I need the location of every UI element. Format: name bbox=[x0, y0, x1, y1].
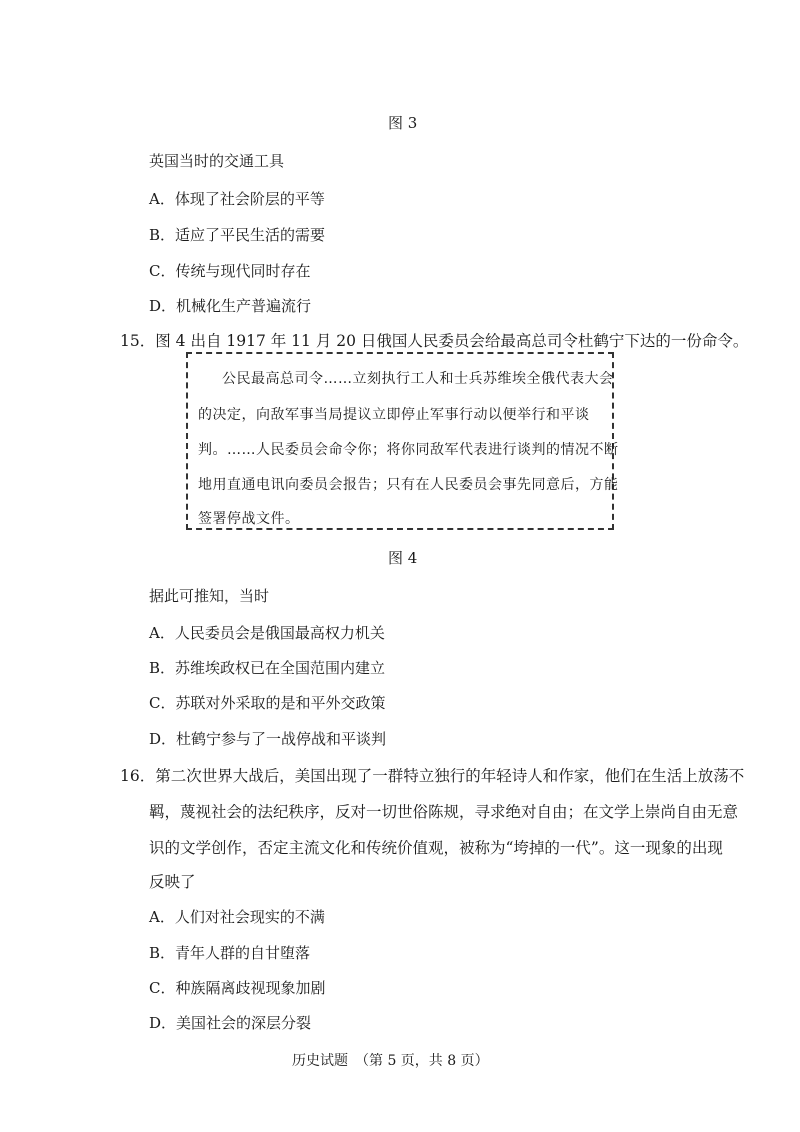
q14-option-c: C．传统与现代同时存在 bbox=[149, 262, 311, 280]
q16-option-a: A．人们对社会现实的不满 bbox=[149, 908, 325, 926]
q16-option-c: C．种族隔离歧视现象加剧 bbox=[149, 979, 326, 997]
q15-option-c: C．苏联对外采取的是和平外交政策 bbox=[149, 694, 386, 712]
quote-line: 签署停战文件。 bbox=[198, 511, 300, 527]
quote-line: 的决定，向敌军事当局提议立即停止军事行动以便举行和平谈 bbox=[198, 407, 590, 423]
q14-option-a: A．体现了社会阶层的平等 bbox=[149, 190, 325, 208]
q15-stem: 15．图 4 出自 1917 年 11 月 20 日俄国人民委员会给最高总司令杜鹤宁下达的一份命令。 bbox=[120, 332, 749, 350]
q15-option-b: B．苏维埃政权已在全国范围内建立 bbox=[149, 659, 386, 677]
quote-line: 公民最高总司令……立刻执行工人和士兵苏维埃全俄代表大会 bbox=[222, 371, 614, 387]
quote-line: 地用直通电讯向委员会报告；只有在人民委员会事先同意后，方能 bbox=[198, 477, 619, 493]
q16-stem-line: 识的文学创作，否定主流文化和传统价值观，被称为“垮掉的一代”。这一现象的出现 bbox=[149, 839, 723, 857]
quote-box bbox=[186, 352, 619, 530]
q15-option-d: D．杜鹤宁参与了一战停战和平谈判 bbox=[149, 730, 387, 748]
figure-3-caption: 图 3 bbox=[388, 114, 418, 132]
q16-option-d: D．美国社会的深层分裂 bbox=[149, 1014, 312, 1032]
q16-stem-line: 反映了 bbox=[149, 873, 196, 891]
q16-stem-line: 16．第二次世界大战后，美国出现了一群特立独行的年轻诗人和作家，他们在生活上放荡不 bbox=[120, 767, 745, 785]
q16-stem-line: 羁，蔑视社会的法纪秩序，反对一切世俗陈规，寻求绝对自由；在文学上崇尚自由无意 bbox=[149, 803, 739, 821]
q15-lead: 据此可推知，当时 bbox=[149, 587, 270, 605]
q14-option-d: D．机械化生产普遍流行 bbox=[149, 297, 312, 315]
q16-option-b: B．青年人群的自甘堕落 bbox=[149, 944, 311, 962]
q15-option-a: A．人民委员会是俄国最高权力机关 bbox=[149, 624, 385, 642]
figure-4-caption: 图 4 bbox=[388, 549, 418, 567]
page-footer: 历史试题 （第 5 页，共 8 页） bbox=[292, 1053, 489, 1069]
q14-option-b: B．适应了平民生活的需要 bbox=[149, 226, 326, 244]
q14-stem: 英国当时的交通工具 bbox=[149, 152, 285, 170]
quote-line: 判。……人民委员会命令你；将你同敌军代表进行谈判的情况不断 bbox=[198, 442, 619, 458]
